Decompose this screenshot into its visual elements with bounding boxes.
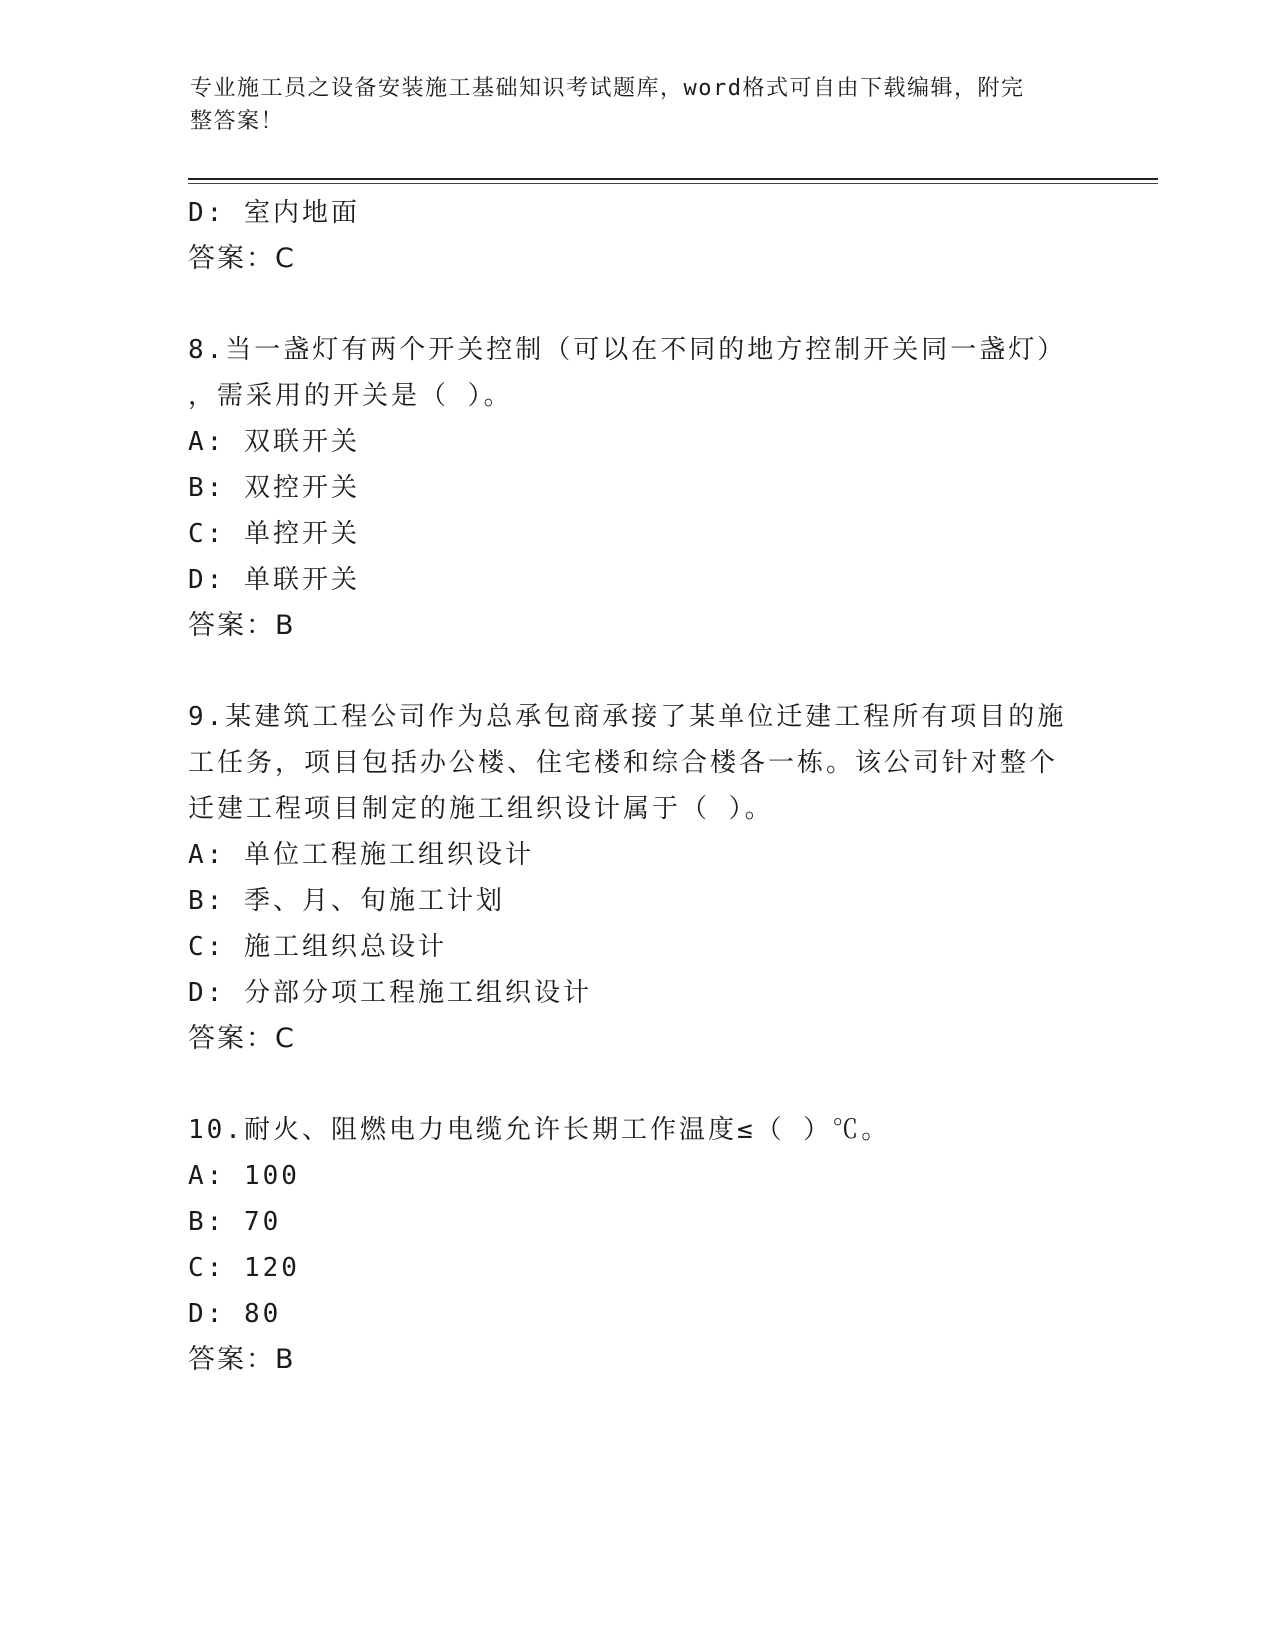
question-8-stem-line-1: 8.当一盏灯有两个开关控制（可以在不同的地方控制开关同一盏灯） — [188, 335, 1067, 365]
question-spacer — [188, 1062, 1068, 1107]
question-8-option-d: D: 单联开关 — [188, 565, 360, 595]
question-9-stem-line-1: 9.某建筑工程公司作为总承包商承接了某单位迁建工程所有项目的施 — [188, 702, 1067, 732]
question-8 — [188, 327, 1068, 649]
question-content — [188, 190, 1068, 1383]
header-title-line-1: 专业施工员之设备安装施工基础知识考试题库，word格式可自由下载编辑，附完 — [190, 76, 1025, 101]
question-9 — [188, 694, 1068, 1062]
question-9-option-d: D: 分部分项工程施工组织设计 — [188, 978, 592, 1008]
question-spacer — [188, 649, 1068, 694]
question-8-option-b: B: 双控开关 — [188, 473, 360, 503]
header-title-line-2: 整答案！ — [190, 109, 285, 134]
question-9-stem-line-2: 工任务，项目包括办公楼、住宅楼和综合楼各一栋。该公司针对整个 — [188, 748, 1059, 778]
prev-question-answer: 答案：C — [188, 243, 296, 274]
prev-question-option-d: D: 室内地面 — [188, 198, 360, 228]
question-8-option-a: A: 双联开关 — [188, 427, 360, 457]
question-10-option-c: C: 120 — [188, 1253, 300, 1283]
question-10 — [188, 1107, 1068, 1383]
question-10-option-d: D: 80 — [188, 1299, 282, 1329]
question-10-option-a: A: 100 — [188, 1161, 300, 1191]
question-9-option-a: A: 单位工程施工组织设计 — [188, 840, 534, 870]
question-9-stem-line-3: 迁建工程项目制定的施工组织设计属于（ ）。 — [188, 794, 774, 824]
document-header — [190, 72, 1090, 138]
question-10-stem-line-1: 10.耐火、阻燃电力电缆允许长期工作温度≤（ ）℃。 — [188, 1115, 891, 1145]
question-9-option-b: B: 季、月、旬施工计划 — [188, 886, 505, 916]
question-9-answer: 答案：C — [188, 1023, 296, 1054]
question-9-option-c: C: 施工组织总设计 — [188, 932, 447, 962]
question-spacer — [188, 282, 1068, 327]
question-8-answer: 答案：B — [188, 610, 296, 641]
question-8-stem-line-2: ，需采用的开关是（ ）。 — [188, 381, 513, 411]
question-8-option-c: C: 单控开关 — [188, 519, 360, 549]
question-10-answer: 答案：B — [188, 1344, 296, 1375]
header-divider-thin — [188, 183, 1158, 184]
question-10-option-b: B: 70 — [188, 1207, 282, 1237]
header-divider-thick — [188, 178, 1158, 180]
